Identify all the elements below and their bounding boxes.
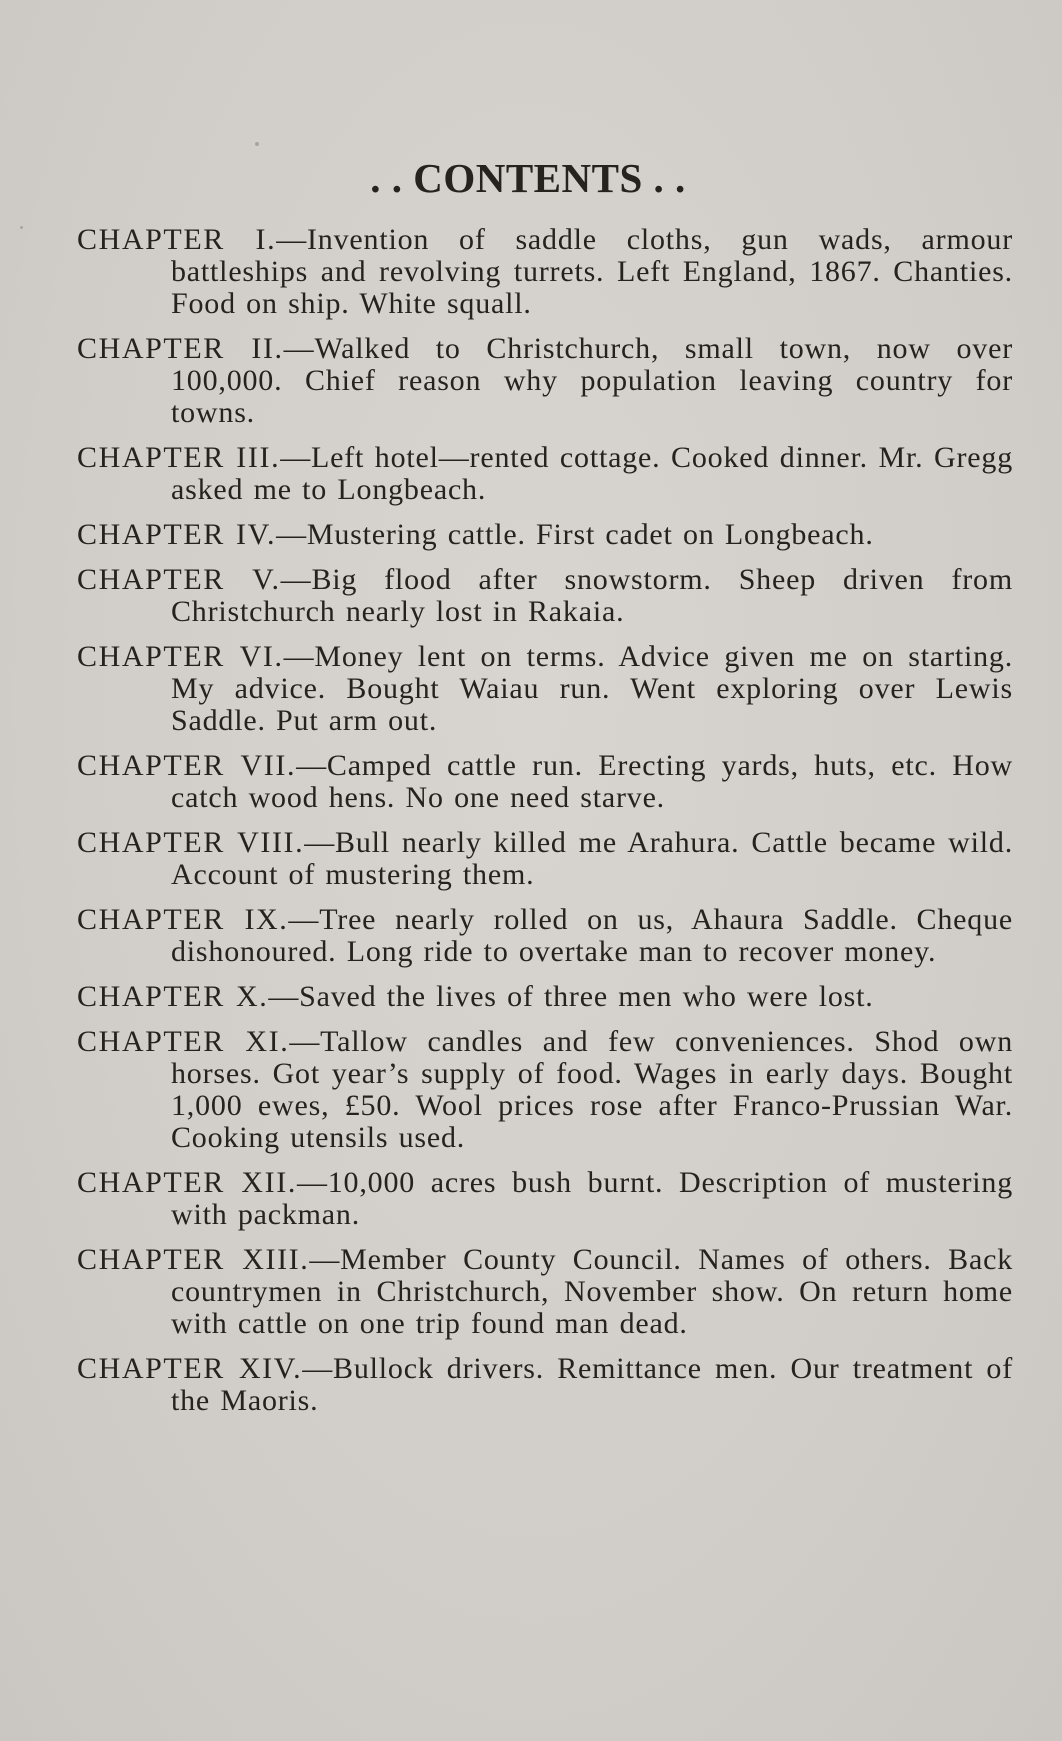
chapter-label: CHAPTER XI. [77, 1025, 290, 1058]
chapter-summary: —Left hotel—rented cottage. Cooked dinner. Mr. Gregg asked me to Longbeach. [171, 441, 1014, 506]
chapter-summary: —Big flood after snowstorm. Sheep driven from Christchurch nearly lost in Rakaia. [171, 563, 1013, 628]
chapter-label: CHAPTER VI. [77, 640, 284, 673]
chapter-label: CHAPTER VII. [77, 749, 297, 782]
chapter-label: CHAPTER III. [77, 441, 281, 474]
chapter-entry-6 [77, 641, 1013, 737]
chapter-summary: —Money lent on terms. Advice given me on starting. My advice. Bought Waiau run. Went exploring over Lewis Saddle. Put arm out. [171, 640, 1013, 737]
chapter-label: CHAPTER XIV. [77, 1352, 303, 1385]
chapter-summary: —Member County Council. Names of others. Back countrymen in Christchurch, November show. On return home with cattle on one trip found man dead. [171, 1243, 1013, 1340]
paper-speck [20, 226, 23, 229]
chapter-entry-14 [77, 1353, 1013, 1417]
chapter-label: CHAPTER IV. [77, 518, 277, 551]
chapter-entry-12 [77, 1167, 1013, 1231]
chapter-entry-13 [77, 1244, 1013, 1340]
chapter-entry-1 [77, 224, 1013, 320]
chapter-label: CHAPTER VIII. [77, 826, 305, 859]
chapter-label: CHAPTER XII. [77, 1166, 297, 1199]
chapter-summary: —Invention of saddle cloths, gun wads, armour battleships and revolving turrets. Left England, 1867. Chanties. Food on ship. White squall. [171, 223, 1013, 320]
chapter-summary: —Saved the lives of three men who were lost. [268, 980, 874, 1013]
paper-speck [255, 142, 259, 146]
chapter-label: CHAPTER II. [77, 332, 284, 365]
chapter-label: CHAPTER V. [77, 563, 281, 596]
chapter-label: CHAPTER X. [77, 980, 269, 1013]
chapter-summary: —Walked to Christchurch, small town, now over 100,000. Chief reason why population leaving country for towns. [171, 332, 1013, 429]
chapter-summary: —Bull nearly killed me Arahura. Cattle became wild. Account of mustering them. [171, 826, 1013, 891]
contents-page [77, 150, 1013, 1430]
chapter-summary: —10,000 acres bush burnt. Description of mustering with packman. [171, 1166, 1013, 1231]
chapter-entry-7 [77, 750, 1013, 814]
chapter-label: CHAPTER I. [77, 223, 277, 256]
chapter-entry-10 [77, 981, 1013, 1013]
chapter-label: CHAPTER XIII. [77, 1243, 310, 1276]
chapter-summary: —Tallow candles and few conveniences. Shod own horses. Got year’s supply of food. Wages in early days. Bought 1,000 ewes, £50. Wool prices rose after Franco-Prussian War. Cooking utensils used. [171, 1025, 1013, 1154]
chapter-summary: —Mustering cattle. First cadet on Longbeach. [276, 518, 874, 551]
chapter-label: CHAPTER IX. [77, 903, 289, 936]
table-of-contents [77, 224, 1013, 1417]
chapter-entry-2 [77, 333, 1013, 429]
chapter-summary: —Tree nearly rolled on us, Ahaura Saddle. Cheque dishonoured. Long ride to overtake man to recover money. [171, 903, 1013, 968]
page-title: . . CONTENTS . . [370, 155, 686, 201]
chapter-entry-5 [77, 564, 1013, 628]
chapter-entry-9 [77, 904, 1013, 968]
chapter-summary: —Bullock drivers. Remittance men. Our treatment of the Maoris. [171, 1352, 1014, 1417]
chapter-entry-3 [77, 442, 1013, 506]
chapter-entry-4 [77, 519, 1013, 551]
chapter-entry-11 [77, 1026, 1013, 1154]
chapter-summary: —Camped cattle run. Erecting yards, huts, etc. How catch wood hens. No one need starve. [171, 749, 1013, 814]
chapter-entry-8 [77, 827, 1013, 891]
